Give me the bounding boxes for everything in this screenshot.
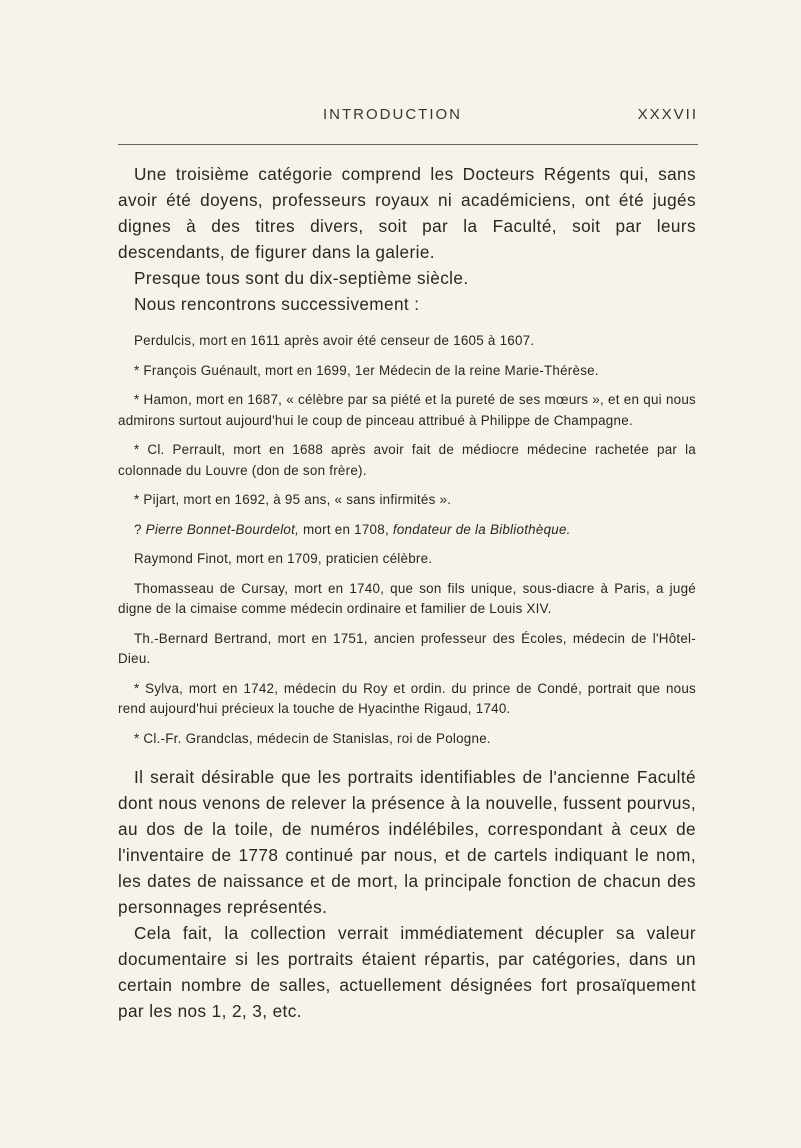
entry-perdulcis: Perdulcis, mort en 1611 après avoir été censeur de 1605 à 1607. [134,333,535,348]
page-number: XXXVII [637,106,698,123]
entry-finot: Raymond Finot, mort en 1709, praticien célèbre. [134,551,433,566]
running-head [118,106,698,130]
entry-bourdelot-role: fondateur de la Bibliothèque. [392,521,571,537]
intro-paragraph-1: Une troisième catégorie comprend les Docteurs Régents qui, sans avoir été doyens, professeurs royaux ni académiciens, ont été jugés dignes à des titres divers, soit par la Faculté, soit par leurs descendants, de figurer dans la galerie. [118,164,696,262]
closing-paragraph-1: Il serait désirable que les portraits identifiables de l'ancienne Faculté dont nous venons de relever la présence à la nouvelle, fussent pourvus, au dos de la toile, de numéros indélébiles, correspondant à ceux de l'inventaire de 1778 continué par nous, et de cartels indiquant le nom, les dates de naissance et de mort, la principale fonction de chacun des personnages représentés. [118,767,696,917]
closing-paragraph-2: Cela fait, la collection verrait immédiatement décupler sa valeur documentaire si les portraits étaient répartis, par catégories, dans un certain nombre de salles, actuellement désignées fort prosaïquement par les nos 1, 2, 3, etc. [118,923,696,1021]
entry-bourdelot [118,520,696,541]
entry-hamon: * Hamon, mort en 1687, « célèbre par sa piété et la pureté de ses mœurs », et en qui nous admirons surtout aujourd'hui le coup de pinceau attribué à Philippe de Champagne. [118,392,696,428]
entry-bourdelot-middle: mort en 1708, [299,521,393,537]
entry-perrault: * Cl. Perrault, mort en 1688 après avoir fait de médiocre médecine rachetée par la colonnade du Louvre (don de son frère). [118,442,696,478]
text-body [118,161,696,1024]
intro-paragraph-2: Presque tous sont du dix-septième siècle. [134,268,469,288]
entry-guenault: * François Guénault, mort en 1699, 1er Médecin de la reine Marie-Thérèse. [134,362,599,378]
intro-paragraph-3: Nous rencontrons successivement : [134,294,420,314]
entry-bertrand: Th.-Bernard Bertrand, mort en 1751, ancien professeur des Écoles, médecin de l'Hôtel-Dieu. [118,630,696,666]
entry-thomasseau: Thomasseau de Cursay, mort en 1740, que son fils unique, sous-diacre à Paris, a jugé digne de la cimaise comme médecin ordinaire et familier de Louis XIV. [118,580,696,616]
entry-pijart: * Pijart, mort en 1692, à 95 ans, « sans infirmités ». [134,492,452,507]
chapter-title: INTRODUCTION [323,106,462,123]
entry-bourdelot-prefix: ? [134,521,146,537]
entry-sylva: * Sylva, mort en 1742, médecin du Roy et ordin. du prince de Condé, portrait que nous rend aujourd'hui précieux la touche de Hyacinthe Rigaud, 1740. [118,680,696,716]
entry-grandclas: * Cl.-Fr. Grandclas, médecin de Stanislas, roi de Pologne. [134,730,491,746]
header-rule [118,144,698,145]
entry-bourdelot-name: Pierre Bonnet-Bourdelot, [145,521,300,537]
